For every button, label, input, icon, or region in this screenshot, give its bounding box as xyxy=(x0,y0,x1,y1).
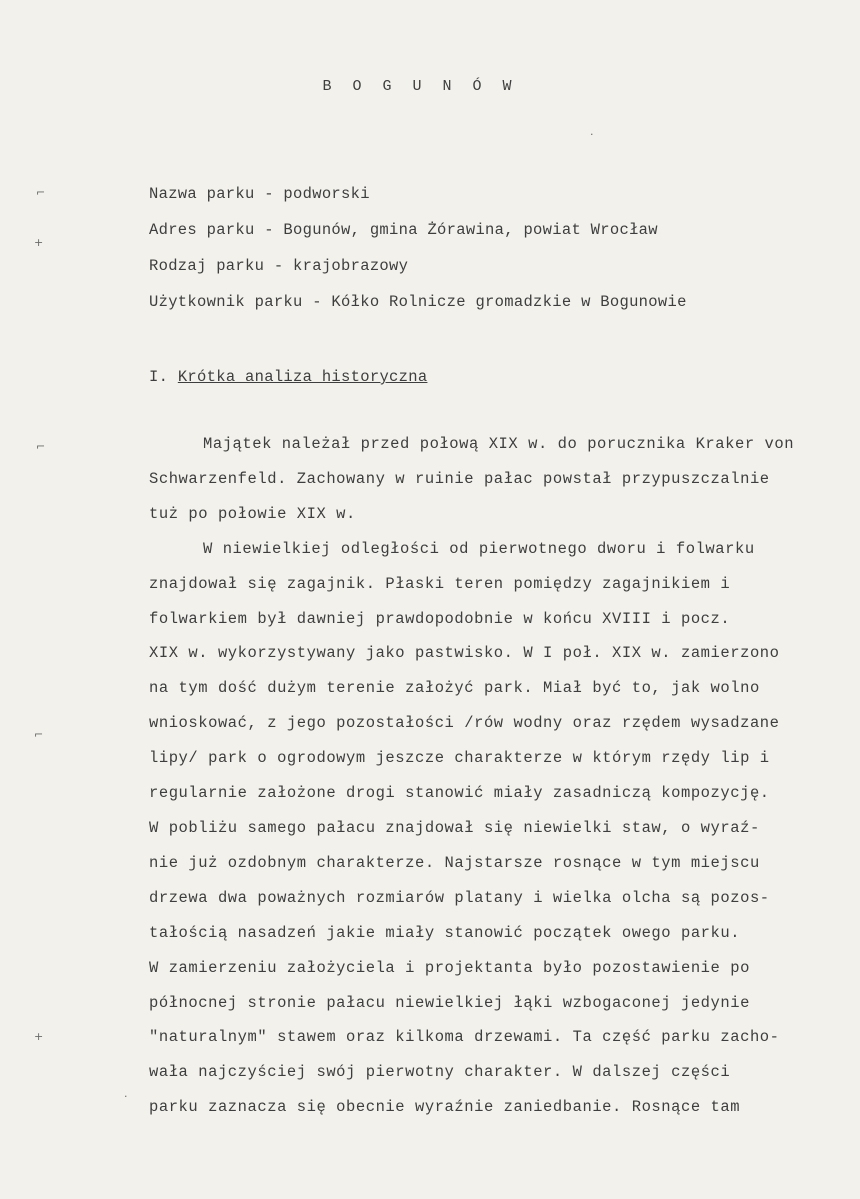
margin-mark: · xyxy=(590,128,594,141)
text-line: tałością nasadzeń jakie miały stanowić początek owego parku. xyxy=(149,923,741,942)
section-title: Krótka analiza historyczna xyxy=(177,368,428,386)
park-type-line: Rodzaj parku - krajobrazowy xyxy=(149,257,409,275)
text-line: regularnie założone drogi stanowić miały zasadniczą kompozycję. xyxy=(149,784,770,803)
park-name-line: Nazwa parku - podworski xyxy=(149,185,370,203)
margin-mark: · xyxy=(124,1090,128,1103)
text-line: "naturalnym" stawem oraz kilkoma drzewami. Ta część parku zacho- xyxy=(149,1028,780,1047)
document-title: B O G U N Ó W xyxy=(322,78,518,95)
park-user-line: Użytkownik parku - Kółko Rolnicze gromadzkie w Bogunowie xyxy=(149,293,687,311)
margin-mark: ⌐ xyxy=(36,186,46,199)
body-text xyxy=(149,427,794,1125)
park-address-line: Adres parku - Bogunów, gmina Żórawina, powiat Wrocław xyxy=(149,221,658,239)
text-line: parku zaznacza się obecnie wyraźnie zaniedbanie. Rosnące tam xyxy=(149,1098,741,1117)
margin-mark: + xyxy=(34,1030,44,1043)
text-line: W niewielkiej odległości od pierwotnego dworu i folwarku xyxy=(203,539,755,558)
text-line: folwarkiem był dawniej prawdopodobnie w końcu XVIII i pocz. xyxy=(149,609,731,628)
text-line: XIX w. wykorzystywany jako pastwisko. W I poł. XIX w. zamierzono xyxy=(149,644,780,663)
text-line: W pobliżu samego pałacu znajdował się niewielki staw, o wyraź- xyxy=(149,818,760,837)
section-heading xyxy=(149,368,427,386)
text-line: Majątek należał przed połową XIX w. do porucznika Kraker von xyxy=(203,435,795,453)
text-line: Schwarzenfeld. Zachowany w ruinie pałac powstał przypuszczalnie xyxy=(149,469,770,488)
text-line: drzewa dwa poważnych rozmiarów platany i wielka olcha są pozos- xyxy=(149,888,770,907)
text-line: północnej stronie pałacu niewielkiej łąki wzbogaconej jedynie xyxy=(149,993,750,1012)
text-line: wała najczyściej swój pierwotny charakter. W dalszej części xyxy=(149,1063,731,1082)
margin-mark: ⌐ xyxy=(36,440,46,453)
text-line: tuż po połowie XIX w. xyxy=(149,504,356,523)
text-line: nie już ozdobnym charakterze. Najstarsze rosnące w tym miejscu xyxy=(149,853,760,872)
margin-mark: + xyxy=(34,236,44,249)
text-line: lipy/ park o ogrodowym jeszcze charakterze w którym rzędy lip i xyxy=(149,749,770,768)
section-number: I. xyxy=(149,368,169,386)
text-line: na tym dość dużym terenie założyć park. Miał być to, jak wolno xyxy=(149,679,760,698)
park-info-block xyxy=(149,176,687,320)
text-line: znajdował się zagajnik. Płaski teren pomiędzy zagajnikiem i xyxy=(149,574,731,593)
text-line: wnioskować, z jego pozostałości /rów wodny oraz rzędem wysadzane xyxy=(149,714,780,733)
margin-mark: ⌐ xyxy=(34,728,44,741)
text-line: W zamierzeniu założyciela i projektanta było pozostawienie po xyxy=(149,958,750,977)
